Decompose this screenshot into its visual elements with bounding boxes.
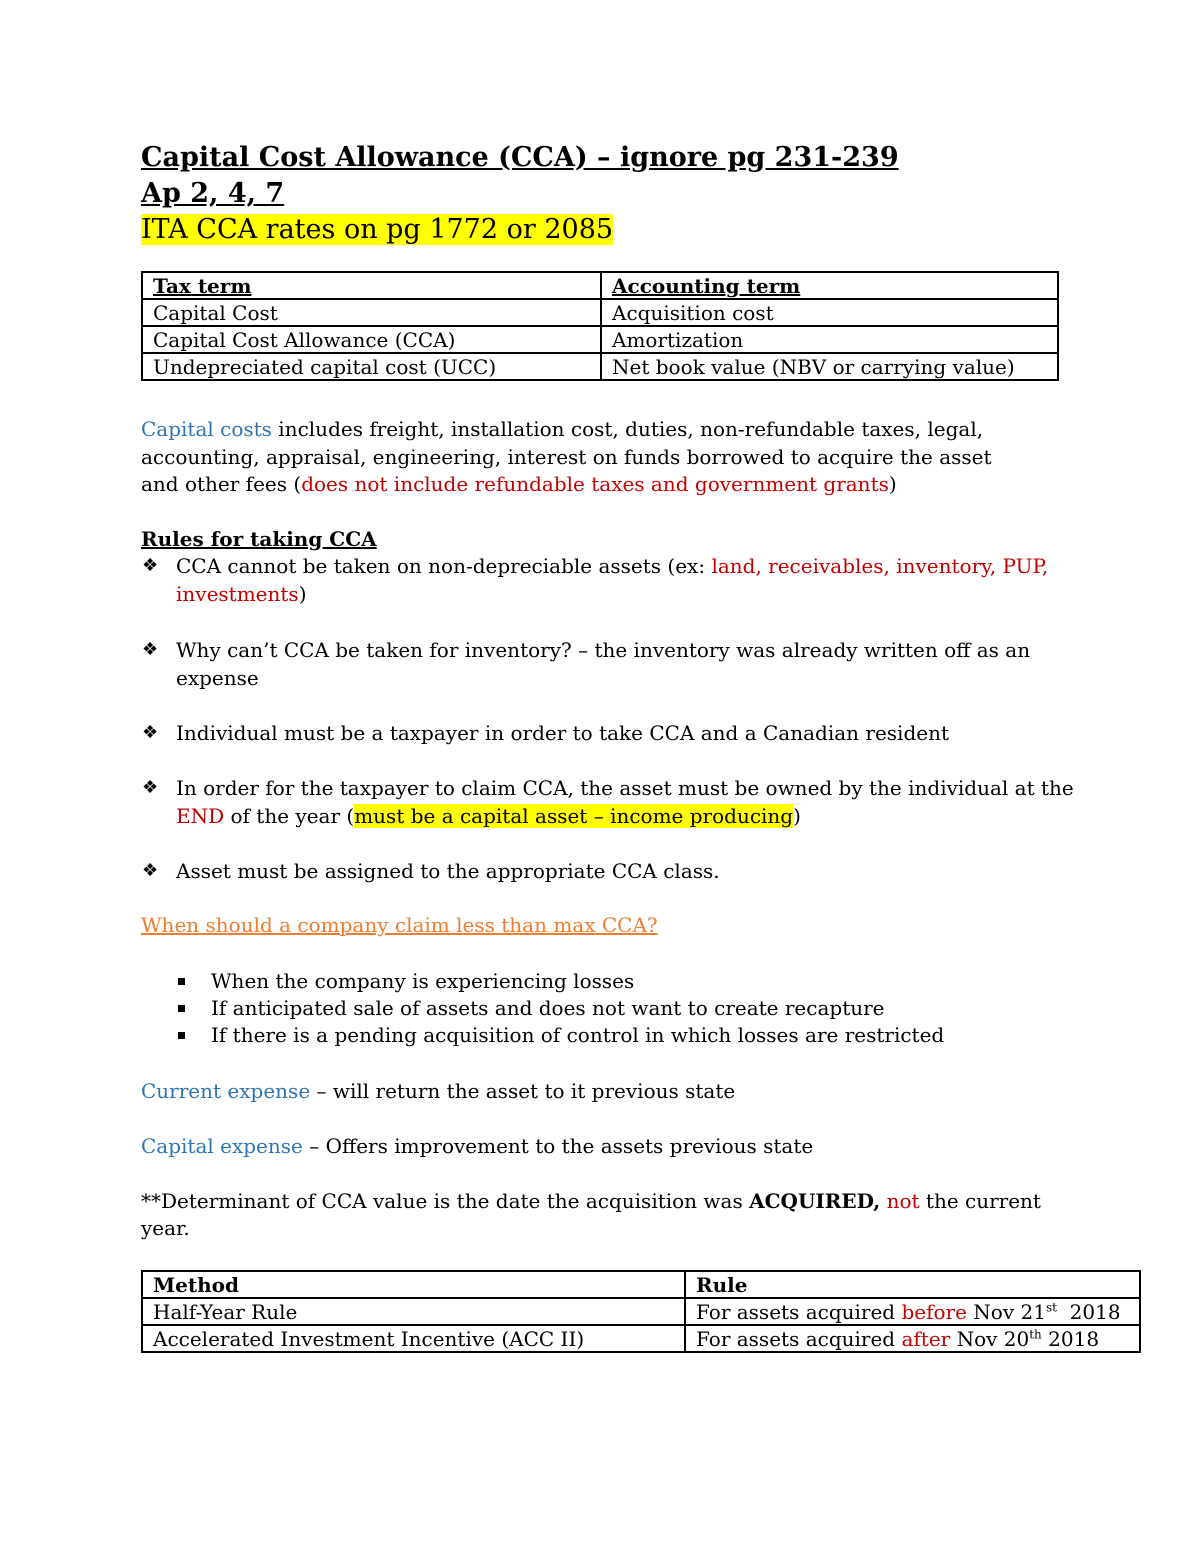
determinant-line <box>141 1188 1041 1216</box>
rule-before: before <box>901 1299 967 1324</box>
rates-note-highlight: ITA CCA rates on pg 1772 or 2085 <box>141 214 614 245</box>
determinant-text: **Determinant of CCA value is the date the acquisition was <box>141 1189 750 1213</box>
table-row <box>142 299 1058 326</box>
page-title: Capital Cost Allowance (CCA) – ignore pg 231-239 <box>141 142 899 173</box>
diamond-bullet-icon: ❖ <box>142 860 159 881</box>
table-cell <box>685 1298 1140 1325</box>
rule-year: 2018 <box>1041 1326 1100 1351</box>
rule-text: of the year ( <box>224 803 355 828</box>
capital-costs-text: includes freight, installation cost, duties, non-refundable taxes, legal, accounting, appraisal, engineering, interest on funds borrowed to acquire the asset and other fees ( <box>141 417 992 496</box>
capital-expense-line <box>141 1133 813 1161</box>
rule-examples: land, receivables, inventory, PUP, investments <box>176 554 1049 606</box>
table-header-cell: Rule <box>685 1271 1140 1298</box>
less-than-max-heading: When should a company claim less than max CCA? <box>141 913 658 937</box>
square-bullet-icon <box>178 978 185 985</box>
determinant-text-end: the current <box>919 1189 1041 1213</box>
rule-text: For assets acquired <box>696 1326 902 1351</box>
rule-date-suffix: th <box>1029 1326 1042 1341</box>
rule-item: Individual must be a taxpayer in order to take CCA and a Canadian resident <box>176 721 949 745</box>
determinant-not: not <box>886 1189 920 1213</box>
current-expense-text: – will return the asset to it previous state <box>310 1079 736 1103</box>
table-cell: Acquisition cost <box>601 299 1058 326</box>
table-cell: Capital Cost Allowance (CCA) <box>142 326 601 353</box>
rule-text: In order for the taxpayer to claim CCA, the asset must be owned by the individual at the <box>176 776 1074 800</box>
rule-close: ) <box>298 581 307 606</box>
table-header-row <box>142 1271 1140 1298</box>
table-header-cell: Accounting term <box>601 272 1058 299</box>
current-expense-term: Current expense <box>141 1079 311 1103</box>
diamond-bullet-icon: ❖ <box>142 555 159 576</box>
diamond-bullet-icon: ❖ <box>142 639 159 660</box>
rule-close: ) <box>793 803 801 828</box>
table-cell <box>685 1325 1140 1352</box>
determinant-acquired: ACQUIRED, <box>749 1189 881 1213</box>
capital-expense-text: – Offers improvement to the assets previous state <box>302 1134 814 1158</box>
list-item: When the company is experiencing losses <box>211 969 635 993</box>
table-row <box>142 353 1058 380</box>
rates-note <box>141 214 613 245</box>
table-header-cell: Tax term <box>142 272 601 299</box>
rule-item <box>176 775 1076 830</box>
rule-date: Nov 20 <box>950 1326 1030 1351</box>
table-row <box>142 1298 1140 1325</box>
table-row <box>142 1325 1140 1352</box>
table-cell: Undepreciated capital cost (UCC) <box>142 353 601 380</box>
table-cell: Half-Year Rule <box>142 1298 685 1325</box>
capital-costs-term: Capital costs <box>141 417 272 441</box>
rules-heading: Rules for taking CCA <box>141 527 377 551</box>
rule-date: Nov 21 <box>966 1299 1046 1324</box>
capital-expense-term: Capital expense <box>141 1134 303 1158</box>
list-item: If there is a pending acquisition of control in which losses are restricted <box>211 1023 945 1047</box>
rule-date-suffix: st <box>1045 1299 1057 1314</box>
rule-item: Why can’t CCA be taken for inventory? – the inventory was already written off as an expense <box>176 638 1031 690</box>
method-table <box>141 1270 1141 1353</box>
rule-item <box>176 553 1056 608</box>
rule-item: Asset must be assigned to the appropriate CCA class. <box>176 859 720 883</box>
table-cell: Capital Cost <box>142 299 601 326</box>
terms-table <box>141 271 1059 381</box>
square-bullet-icon <box>178 1032 185 1039</box>
square-bullet-icon <box>178 1005 185 1012</box>
list-item: If anticipated sale of assets and does not want to create recapture <box>211 996 885 1020</box>
diamond-bullet-icon: ❖ <box>142 722 159 743</box>
capital-costs-close: ) <box>888 472 897 496</box>
rule-year: 2018 <box>1056 1299 1121 1324</box>
table-header-row <box>142 272 1058 299</box>
rule-end-emphasis: END <box>176 803 225 828</box>
rule-text: For assets acquired <box>696 1299 902 1324</box>
table-row <box>142 326 1058 353</box>
capital-costs-exclusion: does not include refundable taxes and government grants <box>301 472 889 496</box>
rule-text: CCA cannot be taken on non-depreciable assets (ex: <box>176 554 712 578</box>
table-cell: Accelerated Investment Incentive (ACC II) <box>142 1325 685 1352</box>
rule-after: after <box>901 1326 951 1351</box>
current-expense-line <box>141 1078 735 1106</box>
table-header-cell: Method <box>142 1271 685 1298</box>
rule-highlight: must be a capital asset – income producing <box>354 803 794 828</box>
capital-costs-paragraph <box>141 416 1021 499</box>
page-subtitle: Ap 2, 4, 7 <box>141 178 285 209</box>
diamond-bullet-icon: ❖ <box>142 777 159 798</box>
table-cell: Amortization <box>601 326 1058 353</box>
table-cell: Net book value (NBV or carrying value) <box>601 353 1058 380</box>
determinant-line-2: year. <box>141 1216 190 1240</box>
